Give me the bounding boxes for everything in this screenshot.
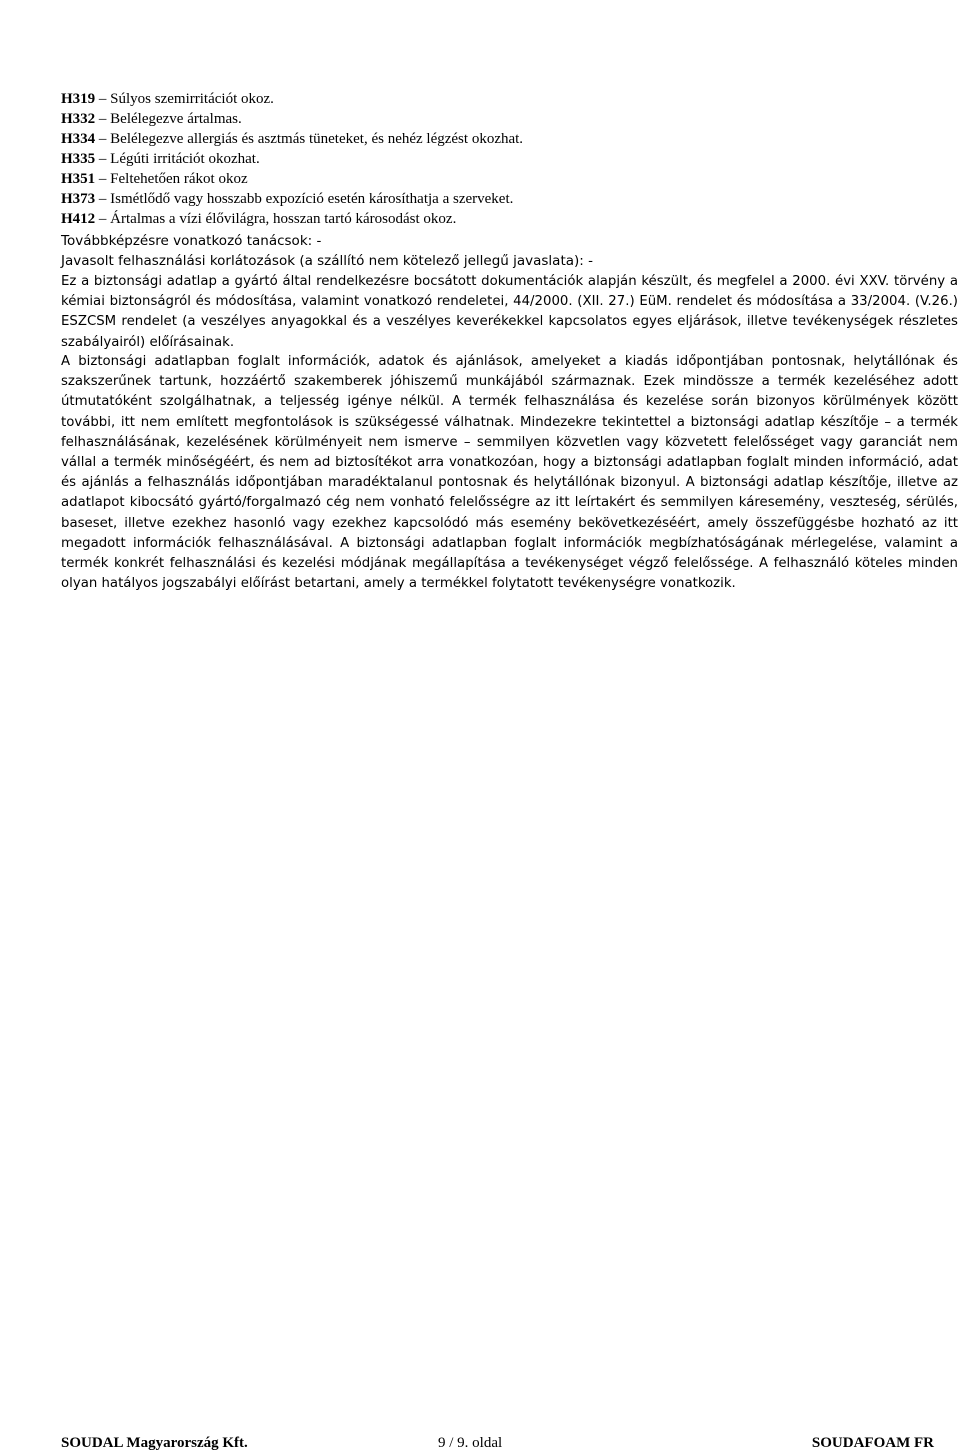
hazard-statement [61,129,523,149]
hazard-text: – Belélegezve ártalmas. [95,111,242,127]
hazard-text: – Belélegezve allergiás és asztmás tüneteket, és nehéz légzést okozhat. [95,131,524,147]
footer-company: SOUDAL Magyarország Kft. [61,1435,248,1451]
hazard-statement [61,209,456,229]
hazard-statement [61,169,248,189]
footer-page-number: 9 / 9. oldal [438,1435,503,1451]
revision-date: Felülvizsgálat időpontja: 2012. május 21 [2,21,247,37]
hazard-code: H319 [61,91,96,107]
hazard-code: H334 [61,131,96,147]
training-advice: Továbbképzésre vonatkozó tanácsok: - [61,233,322,249]
legal-paragraph: Ez a biztonsági adatlap a gyártó által rendelkezésre bocsátott dokumentációk alapján készült, és megfelel a 2000. évi XXV. törvény a kémiai biztonságról és módosítása, valamint vonatkozó rendeletei, 44/2000. (XII. 27.) EüM. rendelet és módosítása a 33/2004. (V.26.) ESZCSM rendelet (a veszélyes anyagokkal és a veszélyes keverékekkel kapcsolatos egyes eljárások, illetve tevékenységek részletes szabályairól) előírásainak. [61,274,958,350]
disclaimer-paragraph: A biztonsági adatlapban foglalt információk, adatok és ajánlások, amelyeket a kiadás időpontjában pontosnak, helytállónak és szakszerűnek tartunk, hozzáértő szakemberek jóhiszemű munkájából származnak. Ezek mindössze a termék kezeléséhez adott útmutatóként szolgálhatnak, a teljesség igénye nélkül. A termék felhasználása és kezelése során bizonyos körülmények között további, itt nem említett megfontolások is szükségessé válhatnak. Mindezekre tekintettel a biztonsági adatlap készítője – a termék felhasználásának, kezelésének körülményeit nem ismerve – semmilyen közvetlen vagy közvetett felelősséget vagy garanciát nem vállal a termék minőségéért, és nem ad biztosítékot arra vonatkozóan, hogy a biztonsági adatlapban foglalt minden információ, adat és ajánlás a felhasználás időpontjában maradéktalanul pontosnak és helytállónak bizonyul. A biztonsági adatlap készítője, illetve az adatlapot kibocsátó gyártó/forgalmazó cég nem vonható felelősségre az itt leírtakért és semmilyen káresemény, veszteség, sérülés, baseset, illetve ezekhez hasonló vagy ezekhez kapcsolódó más esemény bekövetkezéséért, amely összefüggésbe hozható az itt megadott információk felhasználásával. A biztonsági adatlapban foglalt információk megbízhatóságának mérlegelése, valamint a termék konkrét felhasználási és kezelési módjának megállapítása a tevékenységet végző felelőssége. A felhasználó köteles minden olyan hatályos jogszabályi előírást betartani, amely a termékkel folytatott tevékenységre vonatkozik. [61,354,958,592]
hazard-text: – Feltehetően rákot okoz [95,171,248,187]
hazard-statement [61,89,274,109]
version-number: Verziószám: 2 [2,40,88,56]
header-url-link[interactable]: http://www.biztonsagiadatlap.hu [755,21,950,37]
hazard-statement [61,189,513,209]
hazard-code: H332 [61,111,96,127]
hazard-code: H351 [61,171,96,187]
hazard-text: – Ártalmas a vízi élővilágra, hosszan tartó károsodást okoz. [95,211,457,227]
hazard-code: H412 [61,211,96,227]
hazard-text: – Ismétlődő vagy hosszabb expozíció esetén károsíthatja a szerveket. [95,191,514,207]
hazard-text: – Légúti irritációt okozhat. [95,151,260,167]
hazard-code: H373 [61,191,96,207]
hazard-statement [61,109,242,129]
hazard-text: – Súlyos szemirritációt okoz. [95,91,274,107]
footer-product: SOUDAFOAM FR [811,1435,934,1451]
hazard-statement [61,149,260,169]
page-header [0,0,960,56]
created-date: Elkészítés időpontja:. 2008. június 11. [2,2,232,18]
usage-restrictions: Javasolt felhasználási korlátozások (a szállító nem kötelező jellegű javaslata): - [61,253,593,269]
hazard-code: H335 [61,151,96,167]
